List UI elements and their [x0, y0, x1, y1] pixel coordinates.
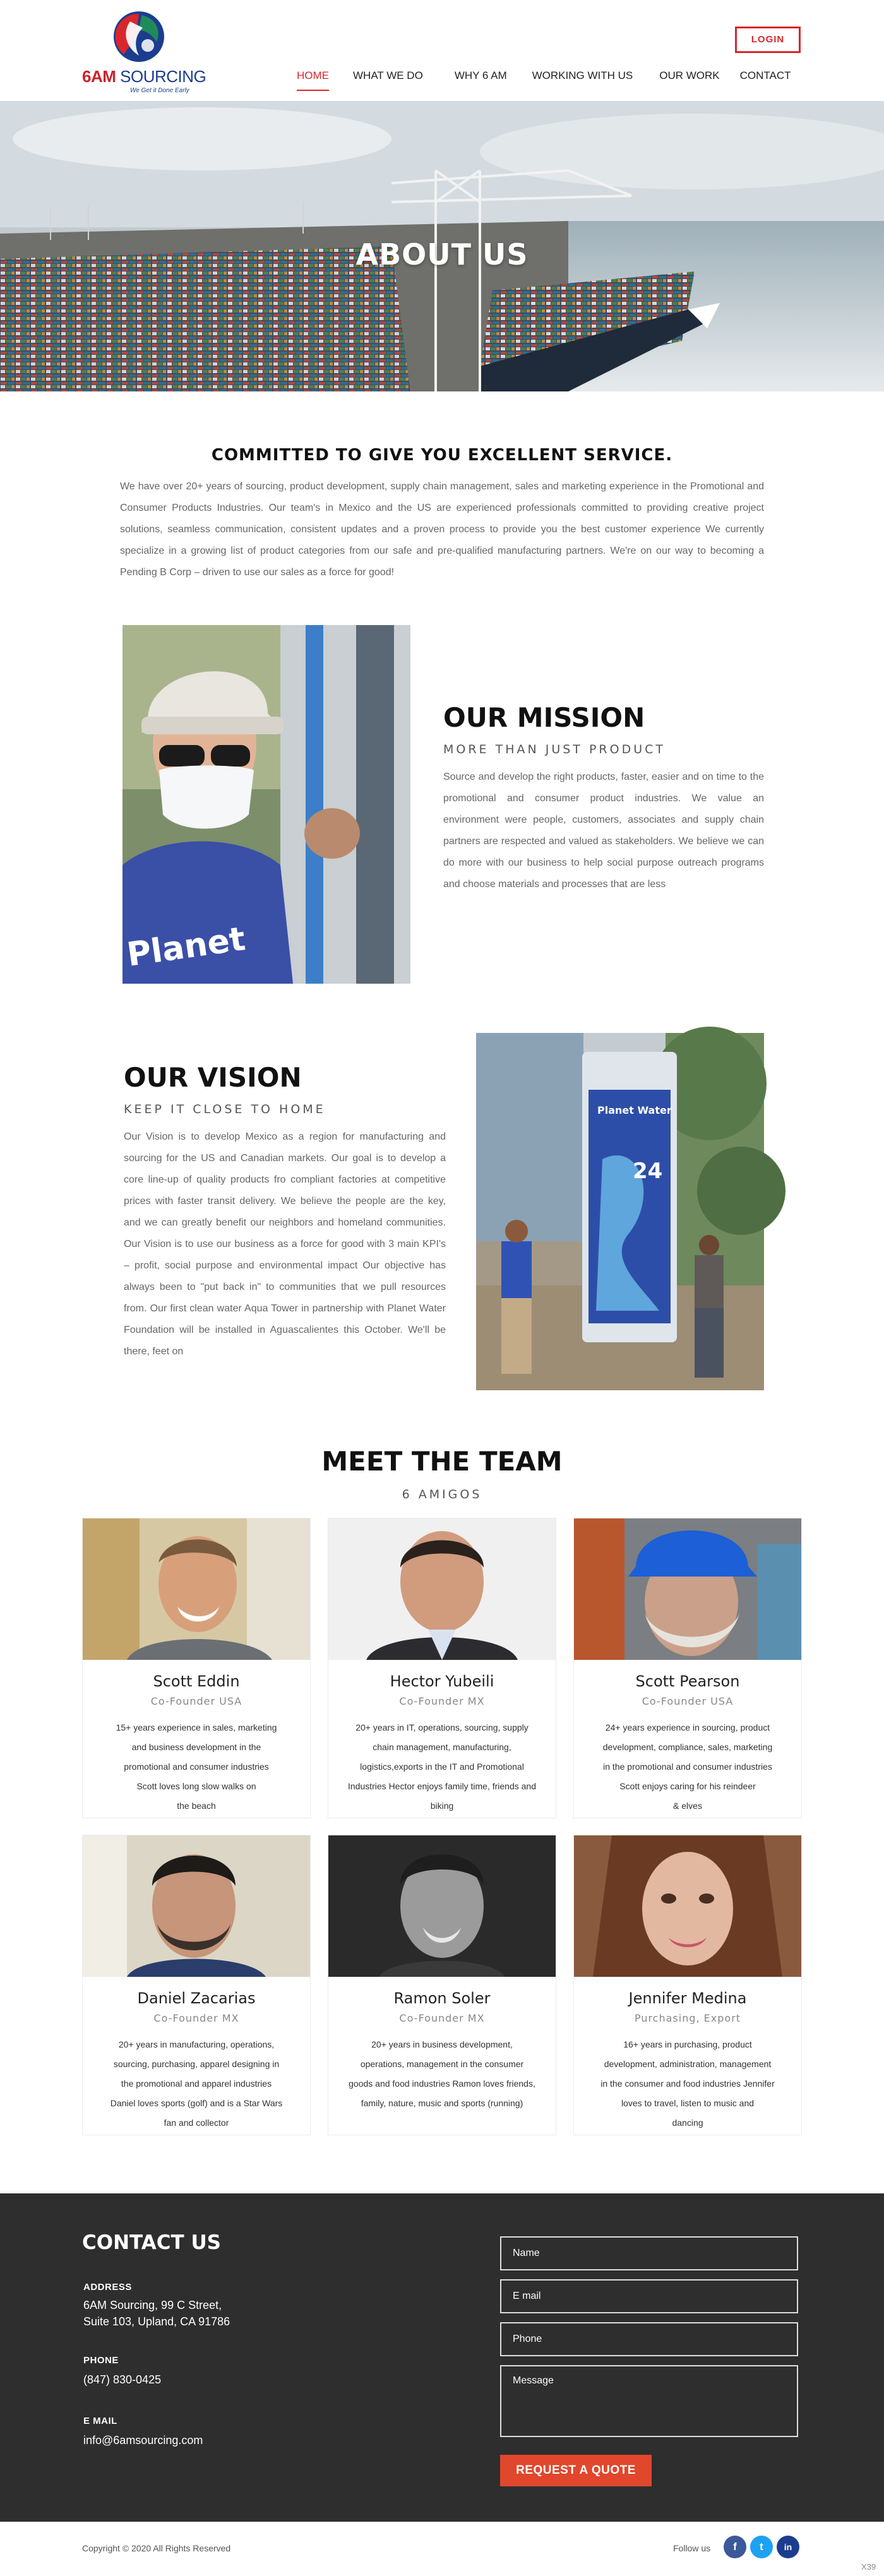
address-line-2: Suite 103, Upland, CA 91786: [83, 2315, 230, 2328]
team-member-photo: [574, 1518, 801, 1660]
team-member-photo: [574, 1835, 801, 1977]
team-card: [573, 1518, 802, 1818]
mission-paragraph: Source and develop the right products, faster, easier and on time to the promotional and consumer product industries. We value an environment were people, customers, associates and supply chain partners are respected and valued as stakeholders. We believe we can do more with our business to help social purpose outreach programs and choose materials and processes that are less: [443, 772, 764, 890]
logo-tagline: We Get it Done Early: [130, 87, 189, 94]
team-member-name: Scott Eddin: [153, 1673, 240, 1690]
phone-label: PHONE: [83, 2355, 119, 2366]
nav-what-we-do[interactable]: WHAT WE DO: [353, 69, 423, 81]
address-line-1: 6AM Sourcing, 99 C Street,: [83, 2299, 222, 2311]
team-member-bio: 20+ years in business development, operations, management in the consumer goods and food industries Ramon loves friends, family, nature, music and sports (running): [349, 2039, 535, 2108]
tower-brand-text: Planet Water: [597, 1104, 672, 1116]
team-member-bio: 20+ years in manufacturing, operations, sourcing, purchasing, apparel designing in the promotional and apparel industries Daniel loves sports (golf) and is a Star Wars fan and collector: [110, 2039, 283, 2128]
site-header: [0, 0, 884, 101]
team-member-role: Purchasing, Export: [634, 2012, 741, 2024]
team-member-role: Co-Founder MX: [399, 2012, 485, 2024]
team-member-name: Hector Yubeili: [390, 1673, 494, 1690]
team-card: [82, 1518, 311, 1818]
nav-contact[interactable]: CONTACT: [739, 69, 791, 81]
facebook-icon[interactable]: f: [724, 2536, 746, 2558]
team-member-role: Co-Founder USA: [642, 1695, 734, 1707]
nav-why-6am[interactable]: WHY 6 AM: [454, 69, 507, 81]
vision-heading: OUR VISION: [124, 1062, 302, 1093]
logo[interactable]: [81, 9, 206, 94]
address-label: ADDRESS: [83, 2282, 132, 2293]
team-member-photo: [328, 1835, 556, 1977]
team-member-bio: 20+ years in IT, operations, sourcing, supply chain management, manufacturing, logistics,exports in the IT and Promotional Industries Hector enjoys family time, friends and biking: [347, 1722, 536, 1811]
svg-text:Planet: Planet: [124, 920, 248, 974]
team-member-role: Co-Founder MX: [399, 1695, 485, 1707]
team-subheading: 6 AMIGOS: [402, 1488, 482, 1501]
team-member-bio: 16+ years in purchasing, product development, administration, management in the consumer and food industries Jennifer loves to travel, listen to music and dancing: [600, 2039, 775, 2128]
copyright-text: Copyright © 2020 All Rights Reserved: [82, 2543, 231, 2553]
mission-photo: [122, 625, 410, 984]
team-member-photo: [83, 1518, 310, 1660]
team-member-bio: 15+ years experience in sales, marketing and business development in the promotional and consumer industries Scott loves long slow walks on the beach: [116, 1722, 277, 1811]
phone-number[interactable]: (847) 830-0425: [83, 2373, 162, 2386]
team-card: [328, 1518, 556, 1818]
email-address[interactable]: info@6amsourcing.com: [83, 2434, 203, 2447]
follow-us-label: Follow us: [673, 2543, 711, 2553]
message-field[interactable]: Message: [500, 2365, 798, 2437]
nav-our-work[interactable]: OUR WORK: [659, 69, 720, 81]
team-member-name: Scott Pearson: [635, 1673, 740, 1690]
team-member-name: Ramon Soler: [393, 1989, 491, 2007]
logo-text: 6AM SOURCING: [82, 67, 206, 86]
team-member-role: Co-Founder MX: [153, 2012, 239, 2024]
vision-photo: [476, 1033, 764, 1390]
team-member-role: Co-Founder USA: [150, 1695, 242, 1707]
team-card: [328, 1835, 556, 2135]
nav-working-with-us[interactable]: WORKING WITH US: [532, 69, 633, 81]
logo-mark-icon: [111, 9, 167, 64]
name-field[interactable]: Name: [500, 2236, 798, 2270]
team-member-photo: [83, 1835, 310, 1977]
team-card: [82, 1835, 311, 2135]
vision-paragraph: Our Vision is to develop Mexico as a region for manufacturing and sourcing for the US and Canadian markets. Our goal is to develop a core line-up of quality products fro compliant factories at competitive prices with faster transit delivery. We believe the people are the key, and we can greatly benefit our neighbors and homeland communities. Our Vision is to use our business as a force for good with 3 main KPI's – profit, social purpose and environmental impact Our objective has always been to "put back in" to communities that we pull resources from. Our first clean water Aqua Tower in partnership with Planet Water Foundation will be installed in Aguascalientes this October. We'll be there, feet on: [124, 1131, 446, 1357]
team-member-bio: 24+ years experience in sourcing, product development, compliance, sales, marketing in the promotional and consumer industries Scott enjoys caring for his reindeer & elves: [602, 1722, 773, 1811]
email-label: E MAIL: [83, 2416, 117, 2426]
twitter-icon[interactable]: t: [750, 2536, 773, 2558]
team-member-name: Daniel Zacarias: [137, 1989, 256, 2007]
intro-heading: COMMITTED TO GIVE YOU EXCELLENT SERVICE.: [211, 446, 673, 465]
nav-home[interactable]: HOME: [297, 69, 329, 87]
tower-number: 24: [633, 1159, 663, 1184]
intro-paragraph: We have over 20+ years of sourcing, product development, supply chain management, sales and marketing experience in the Promotional and Consumer Products Industries. Our team's in Mexico and the US are experienced professionals committed to providing creative project solutions, seamless communication, consistent updates and a proven process to provide you the best customer experience We currently specialize in a growing list of product categories from our safe and pre-qualified manufacturing partners. We're on our way to becoming a Pending B Corp – driven to use our sales as a force for good!: [120, 481, 764, 578]
page-number: X39: [861, 2562, 876, 2572]
contact-section: [0, 2193, 884, 2522]
main-nav: [297, 69, 791, 87]
hero-banner: [0, 101, 884, 391]
mission-subheading: MORE THAN JUST PRODUCT: [443, 742, 666, 756]
team-member-name: Jennifer Medina: [628, 1989, 747, 2007]
team-member-photo: [328, 1518, 556, 1660]
vision-subheading: KEEP IT CLOSE TO HOME: [124, 1102, 326, 1116]
phone-field[interactable]: Phone: [500, 2322, 798, 2356]
site-footer: [0, 2522, 884, 2576]
mission-heading: OUR MISSION: [443, 702, 645, 733]
contact-heading: CONTACT US: [82, 2231, 221, 2254]
team-heading: MEET THE TEAM: [321, 1446, 563, 1477]
request-quote-button[interactable]: REQUEST A QUOTE: [500, 2455, 652, 2486]
email-field[interactable]: E mail: [500, 2279, 798, 2313]
hero-title: ABOUT US: [355, 237, 529, 271]
linkedin-icon[interactable]: in: [777, 2536, 799, 2558]
login-button[interactable]: LOGIN: [735, 27, 801, 53]
team-card: [573, 1835, 802, 2135]
